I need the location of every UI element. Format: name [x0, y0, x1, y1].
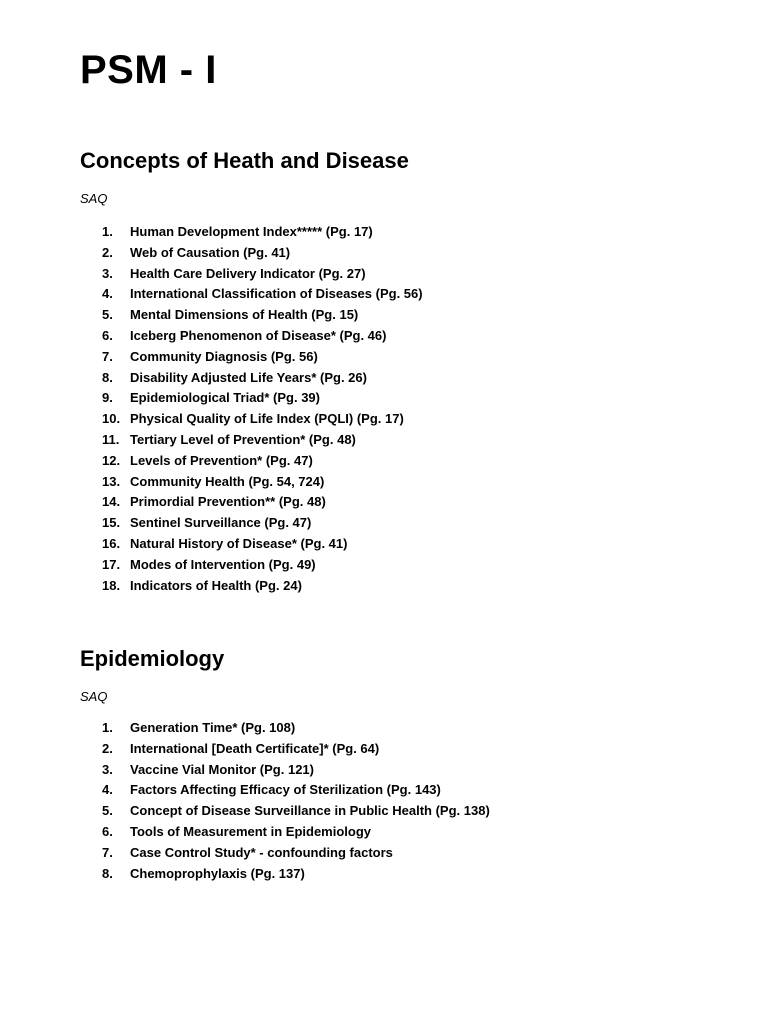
- list-item: [102, 760, 490, 781]
- list-item: [102, 555, 423, 576]
- list-item-text: Disability Adjusted Life Years* (Pg. 26): [130, 369, 367, 385]
- list-item-text: Factors Affecting Efficacy of Sterilization (Pg. 143): [130, 782, 441, 798]
- list-item-number: 13.: [102, 473, 121, 489]
- list-item-number: 7.: [102, 348, 113, 364]
- section-subheading-saq: SAQ: [80, 689, 108, 704]
- list-item: [102, 739, 490, 760]
- list-item: [102, 843, 490, 864]
- list-item-number: 6.: [102, 327, 113, 343]
- list-item: [102, 576, 423, 597]
- list-item-text: Community Health (Pg. 54, 724): [130, 473, 325, 489]
- list-item-text: Health Care Delivery Indicator (Pg. 27): [130, 265, 366, 281]
- list-item: [102, 264, 423, 285]
- list-item-text: International [Death Certificate]* (Pg. 64): [130, 740, 380, 756]
- list-item: [102, 513, 423, 534]
- list-item-text: Case Control Study* - confounding factors: [130, 844, 393, 860]
- list-item-text: Tools of Measurement in Epidemiology: [130, 823, 372, 839]
- list-item: [102, 430, 423, 451]
- list-item-number: 5.: [102, 803, 113, 819]
- list-item: [102, 801, 490, 822]
- list-item-number: 8.: [102, 865, 113, 881]
- list-item-text: Sentinel Surveillance (Pg. 47): [130, 515, 312, 531]
- list-item: [102, 305, 423, 326]
- list-item-text: Vaccine Vial Monitor (Pg. 121): [130, 761, 314, 777]
- list-item-number: 3.: [102, 265, 113, 281]
- list-item-number: 3.: [102, 761, 113, 777]
- list-item-number: 4.: [102, 782, 113, 798]
- list-item-text: Epidemiological Triad* (Pg. 39): [130, 390, 320, 406]
- list-item-number: 9.: [102, 390, 113, 406]
- list-item-number: 5.: [102, 307, 113, 323]
- list-item-number: 14.: [102, 494, 121, 510]
- list-item: [102, 284, 423, 305]
- list-item: [102, 822, 490, 843]
- list-item-number: 6.: [102, 823, 113, 839]
- list-item: [102, 780, 490, 801]
- list-item-number: 18.: [102, 577, 121, 593]
- list-item-number: 15.: [102, 515, 121, 531]
- list-item-number: 11.: [102, 431, 120, 447]
- list-item-number: 4.: [102, 286, 113, 302]
- list-item: [102, 222, 423, 243]
- list-item: [102, 864, 490, 885]
- list-item: [102, 243, 423, 264]
- list-item-text: Natural History of Disease* (Pg. 41): [130, 535, 348, 551]
- list-item: [102, 472, 423, 493]
- list-item: [102, 347, 423, 368]
- list-item-text: Iceberg Phenomenon of Disease* (Pg. 46): [130, 327, 387, 343]
- list-item-number: 7.: [102, 844, 113, 860]
- list-item: [102, 388, 423, 409]
- list-item-text: Levels of Prevention* (Pg. 47): [130, 452, 313, 468]
- document-title: PSM - I: [80, 48, 217, 92]
- list-item-text: Community Diagnosis (Pg. 56): [130, 348, 318, 364]
- section-heading-concepts: Concepts of Heath and Disease: [80, 148, 409, 173]
- list-item-text: Concept of Disease Surveillance in Public Health (Pg. 138): [130, 803, 490, 819]
- list-item: [102, 368, 423, 389]
- list-item-number: 1.: [102, 720, 113, 735]
- section-heading-epidemiology: Epidemiology: [80, 646, 225, 671]
- section-subheading-saq: SAQ: [80, 191, 108, 206]
- list-item-text: Web of Causation (Pg. 41): [130, 244, 291, 260]
- list-item: [102, 451, 423, 472]
- list-item-text: Chemoprophylaxis (Pg. 137): [130, 865, 305, 881]
- list-item-text: Tertiary Level of Prevention* (Pg. 48): [130, 431, 356, 447]
- list-item-number: 16.: [102, 535, 121, 551]
- list-item: [102, 326, 423, 347]
- list-item-text: Modes of Intervention (Pg. 49): [130, 556, 316, 572]
- list-item-text: International Classification of Diseases (Pg. 56): [130, 286, 423, 302]
- list-item-text: Physical Quality of Life Index (PQLI) (Pg. 17): [130, 411, 404, 427]
- list-item-number: 2.: [102, 244, 113, 260]
- list-item: [102, 492, 423, 513]
- list-item-number: 1.: [102, 224, 113, 239]
- question-list-epidemiology: [102, 718, 490, 884]
- list-item: [102, 409, 423, 430]
- question-list-concepts: [102, 222, 423, 596]
- list-item-number: 12.: [102, 452, 121, 468]
- list-item-text: Generation Time* (Pg. 108): [130, 720, 296, 735]
- list-item-number: 17.: [102, 556, 121, 572]
- list-item-number: 2.: [102, 740, 113, 756]
- list-item-number: 8.: [102, 369, 113, 385]
- list-item-text: Mental Dimensions of Health (Pg. 15): [130, 307, 359, 323]
- list-item-text: Primordial Prevention** (Pg. 48): [130, 494, 326, 510]
- list-item: [102, 718, 490, 739]
- list-item-number: 10.: [102, 411, 121, 427]
- list-item-text: Human Development Index***** (Pg. 17): [130, 224, 373, 239]
- list-item: [102, 534, 423, 555]
- list-item-text: Indicators of Health (Pg. 24): [130, 577, 302, 593]
